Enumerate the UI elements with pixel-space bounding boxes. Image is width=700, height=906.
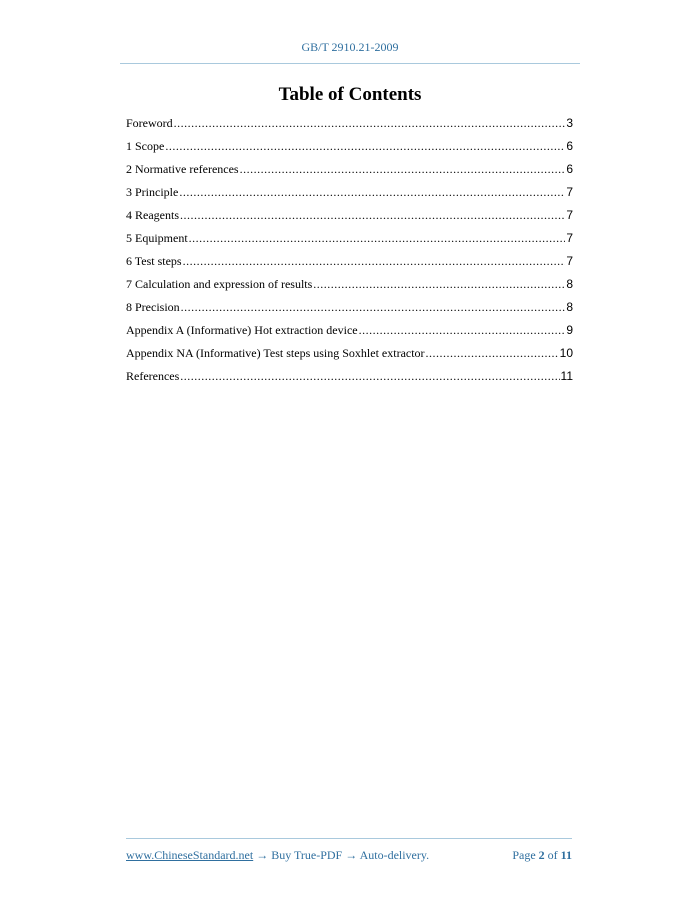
toc-dot-leader	[426, 346, 559, 361]
toc-entry-page: 7	[566, 231, 573, 245]
toc-entry-label: 7 Calculation and expression of results	[126, 277, 313, 291]
toc-entry-test-steps[interactable]	[126, 254, 573, 277]
toc-entry-page: 8	[566, 277, 573, 291]
toc-dot-leader	[359, 323, 566, 338]
toc-entry-page: 10	[559, 346, 573, 360]
toc-entry-appendix-a[interactable]	[126, 323, 573, 346]
toc-entry-label: 2 Normative references	[126, 162, 239, 176]
toc-dot-leader	[183, 254, 566, 269]
chinesestandard-link[interactable]: www.ChineseStandard.net	[126, 848, 254, 862]
toc-entry-equipment[interactable]	[126, 231, 573, 254]
of-word: of	[547, 848, 558, 862]
toc-dot-leader	[180, 369, 559, 384]
toc-entry-reagents[interactable]	[126, 208, 573, 231]
footer-promo-text: → Buy True-PDF → Auto-delivery.	[253, 848, 430, 862]
toc-entry-normative-references[interactable]	[126, 162, 573, 185]
toc-dot-leader	[179, 185, 565, 200]
toc-entry-page: 7	[566, 254, 573, 268]
toc-dot-leader	[189, 231, 566, 246]
footer-promo	[126, 848, 429, 863]
toc-dot-leader	[181, 300, 566, 315]
toc-title: Table of Contents	[278, 84, 422, 105]
toc-dot-leader	[174, 116, 566, 131]
toc-entry-foreword[interactable]	[126, 116, 573, 139]
toc-entry-precision[interactable]	[126, 300, 573, 323]
toc-entry-page: 8	[566, 300, 573, 314]
toc-dot-leader	[180, 208, 565, 223]
running-header: GB/T 2910.21-2009	[301, 40, 399, 54]
toc-entry-page: 11	[560, 369, 573, 383]
toc-entry-page: 6	[566, 162, 573, 176]
toc-entry-label: 3 Principle	[126, 185, 179, 199]
toc-entry-page: 7	[566, 185, 573, 199]
toc-entry-label: 8 Precision	[126, 300, 180, 314]
toc-entry-principle[interactable]	[126, 185, 573, 208]
toc-entry-label: 1 Scope	[126, 139, 165, 153]
toc-entry-label: 6 Test steps	[126, 254, 182, 268]
toc-entry-label: Appendix A (Informative) Hot extraction device	[126, 323, 358, 337]
toc-entry-page: 9	[566, 323, 573, 337]
toc-entry-label: 4 Reagents	[126, 208, 179, 222]
toc-dot-leader	[240, 162, 566, 177]
toc-entry-page: 6	[566, 139, 573, 153]
toc-entry-references[interactable]	[126, 369, 573, 392]
toc-entry-page: 3	[566, 116, 573, 130]
footer-divider	[126, 838, 572, 839]
current-page-number: 2	[538, 848, 545, 862]
toc-entry-calculation[interactable]	[126, 277, 573, 300]
toc-entry-label: References	[126, 369, 180, 383]
toc-entry-page: 7	[566, 208, 573, 222]
total-page-number: 11	[560, 848, 572, 862]
toc-entry-label: Foreword	[126, 116, 173, 130]
toc-entry-label: 5 Equipment	[126, 231, 188, 245]
toc-dot-leader	[165, 139, 565, 154]
toc-entry-scope[interactable]	[126, 139, 573, 162]
header-divider	[120, 63, 580, 64]
toc-list	[126, 116, 573, 392]
toc-entry-label: Appendix NA (Informative) Test steps using Soxhlet extractor	[126, 346, 425, 360]
toc-entry-appendix-na[interactable]	[126, 346, 573, 369]
page-indicator	[512, 848, 572, 863]
toc-dot-leader	[313, 277, 565, 292]
page-word: Page	[512, 848, 536, 862]
